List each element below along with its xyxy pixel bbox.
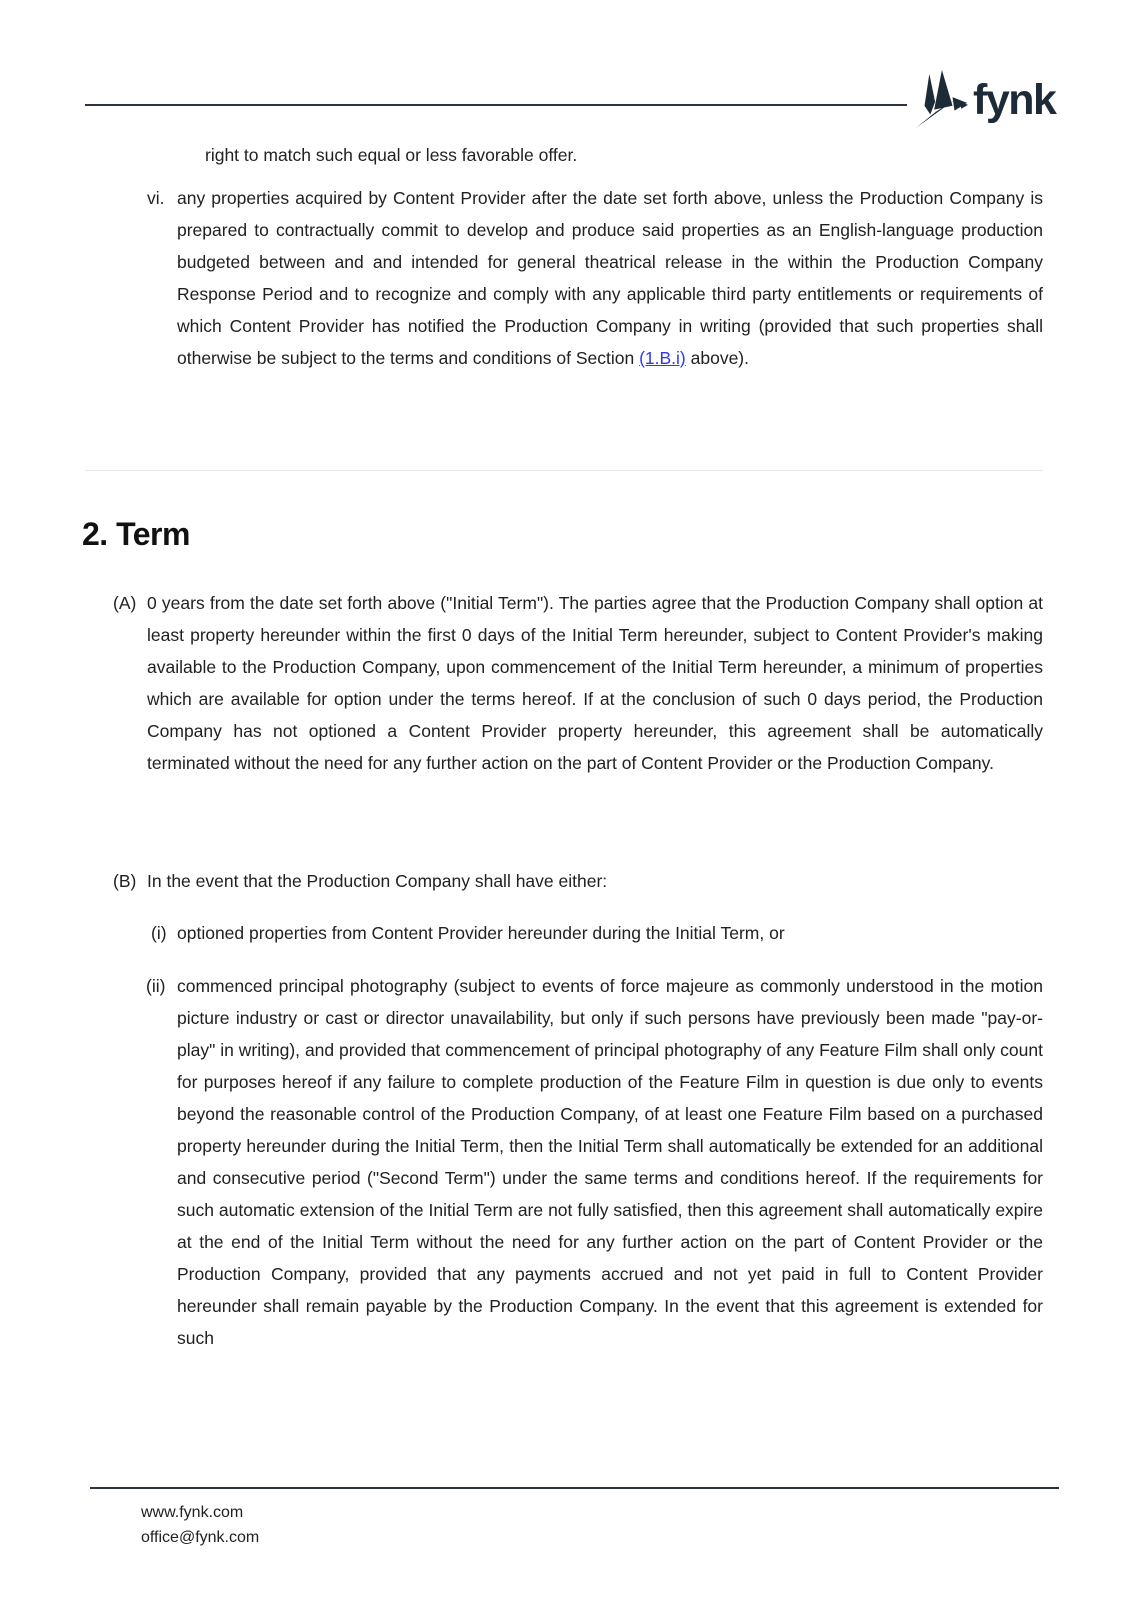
section-1bi-link[interactable]: (1.B.i) (639, 348, 686, 368)
clause-vi-text: any properties acquired by Content Provider after the date set forth above, unless the Production Company is prepared to contractually commit to develop and produce said properties as an English-language production budgeted between and and intended for general theatrical release in the within the Production Company Response Period and to recognize and comply with any applicable third party entitlements or requirements of which Content Provider has notified the Production Company in writing (provided that such properties shall otherwise be subject to the terms and conditions of Section (177, 188, 1043, 368)
fynk-logo (910, 68, 1055, 132)
paragraph-b-marker: (B) (113, 871, 137, 891)
list-item-i-text: optioned properties from Content Provider hereunder during the Initial Term, or (177, 923, 785, 943)
paragraph-a-text: 0 years from the date set forth above ("Initial Term"). The parties agree that the Production Company shall option at least property hereunder within the first 0 days of the Initial Term hereunder, subject to Content Provider's making available to the Production Company, upon commencement of the Initial Term hereunder, a minimum of properties which are available for option under the terms hereof. If at the conclusion of such 0 days period, the Production Company has not optioned a Content Provider property hereunder, this agreement shall be automatically terminated without the need for any further action on the part of Content Provider or the Production Company. (147, 593, 1043, 773)
origami-bird-icon (910, 68, 968, 132)
clause-vi-paragraph (147, 182, 1043, 374)
list-item-i-marker: (i) (151, 923, 167, 943)
clause-vi-text-after: above). (685, 348, 749, 368)
footer-website: www.fynk.com (141, 1504, 244, 1521)
section-divider (85, 470, 1043, 471)
list-item-ii (146, 970, 1043, 1354)
section-heading: 2. Term (82, 516, 190, 552)
fynk-logo-text: fynk (973, 75, 1056, 124)
carryover-line: right to match such equal or less favorable offer. (205, 145, 578, 165)
clause-vi-marker: vi. (147, 188, 165, 208)
header-rule (85, 104, 907, 106)
paragraph-b-text: In the event that the Production Company shall have either: (147, 871, 608, 891)
list-item-i (151, 917, 1043, 949)
footer-email: office@fynk.com (141, 1529, 260, 1546)
paragraph-b (113, 865, 1043, 897)
list-item-ii-text: commenced principal photography (subject to events of force majeure as commonly understood in the motion picture industry or cast or director unavailability, but only if such persons have previously been made "pay-or-play" in writing), and provided that commencement of principal photography of any Feature Film shall only count for purposes hereof if any failure to complete production of the Feature Film in question is due only to events beyond the reasonable control of the Production Company, of at least one Feature Film based on a purchased property hereunder during the Initial Term, then the Initial Term shall automatically be extended for an additional and consecutive period ("Second Term") under the same terms and conditions hereof. If the requirements for such automatic extension of the Initial Term are not fully satisfied, then this agreement shall automatically expire at the end of the Initial Term without the need for any further action on the part of Content Provider or the Production Company, provided that any payments accrued and not yet paid in full to Content Provider hereunder shall remain payable by the Production Company. In the event that this agreement is extended for such (177, 976, 1043, 1348)
footer-rule (90, 1487, 1059, 1489)
list-item-ii-marker: (ii) (146, 976, 166, 996)
paragraph-a (113, 587, 1043, 779)
paragraph-a-marker: (A) (113, 593, 137, 613)
